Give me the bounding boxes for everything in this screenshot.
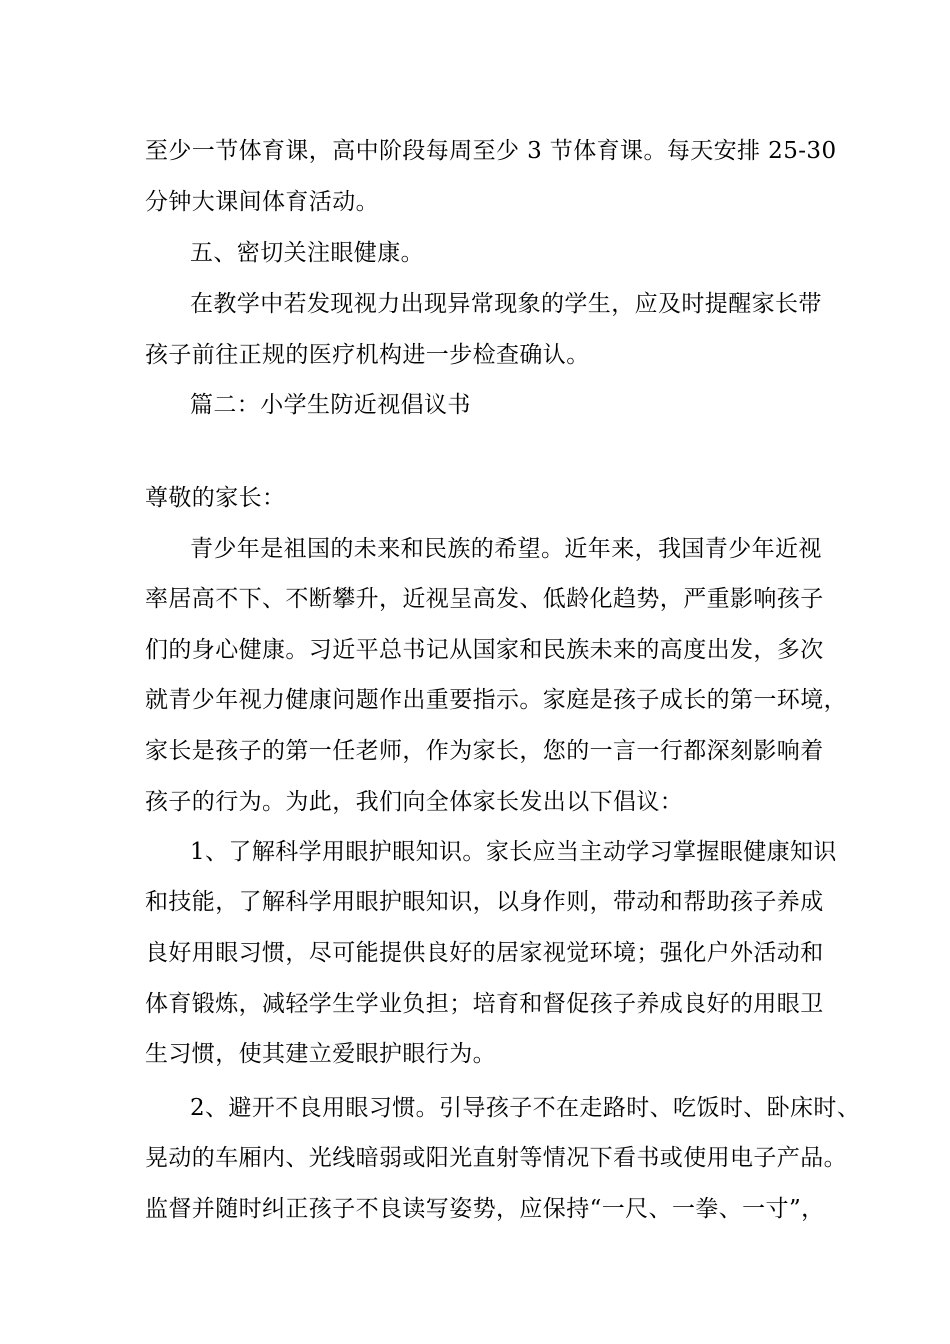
paragraph-line: 监督并随时纠正孩子不良读写姿势，应保持“一尺、一拳、一寸”，	[145, 1196, 825, 1222]
paragraph-line: 分钟大课间体育活动。	[145, 189, 379, 215]
paragraph-line: 家长是孩子的第一任老师，作为家长，您的一言一行都深刻影响着	[145, 738, 824, 764]
paragraph-line: 和技能，了解科学用眼护眼知识，以身作则，带动和帮助孩子养成	[145, 889, 824, 915]
paragraph-line: 孩子的行为。为此，我们向全体家长发出以下倡议：	[145, 789, 684, 815]
paragraph-line: 良好用眼习惯，尽可能提供良好的居家视觉环境；强化户外活动和	[145, 940, 824, 966]
paragraph-line: 青少年是祖国的未来和民族的希望。近年来，我国青少年近视	[190, 536, 822, 562]
paragraph-line: 生习惯，使其建立爱眼护眼行为。	[145, 1041, 496, 1067]
paragraph-line: 孩子前往正规的医疗机构进一步检查确认。	[145, 342, 590, 368]
paragraph-line: 率居高不下、不断攀升，近视呈高发、低龄化趋势，严重影响孩子	[145, 586, 824, 612]
salutation: 尊敬的家长：	[145, 485, 286, 511]
article-title: 篇二：小学生防近视倡议书	[190, 392, 471, 418]
paragraph-line: 至少一节体育课，高中阶段每周至少 3 节体育课。每天安排 25-30	[145, 138, 837, 164]
paragraph-line: 体育锻炼，减轻学生学业负担；培育和督促孩子养成良好的用眼卫	[145, 991, 824, 1017]
paragraph-line: 2、避开不良用眼习惯。引导孩子不在走路时、吃饭时、卧床时、	[190, 1095, 861, 1121]
paragraph-line: 就青少年视力健康问题作出重要指示。家庭是孩子成长的第一环境，	[145, 687, 847, 713]
paragraph-line: 1、了解科学用眼护眼知识。家长应当主动学习掌握眼健康知识	[190, 839, 837, 865]
paragraph-line: 晃动的车厢内、光线暗弱或阳光直射等情况下看书或使用电子产品。	[145, 1145, 847, 1171]
section-heading: 五、密切关注眼健康。	[190, 240, 424, 266]
paragraph-line: 在教学中若发现视力出现异常现象的学生，应及时提醒家长带	[190, 291, 822, 317]
paragraph-line: 们的身心健康。习近平总书记从国家和民族未来的高度出发，多次	[145, 637, 824, 663]
